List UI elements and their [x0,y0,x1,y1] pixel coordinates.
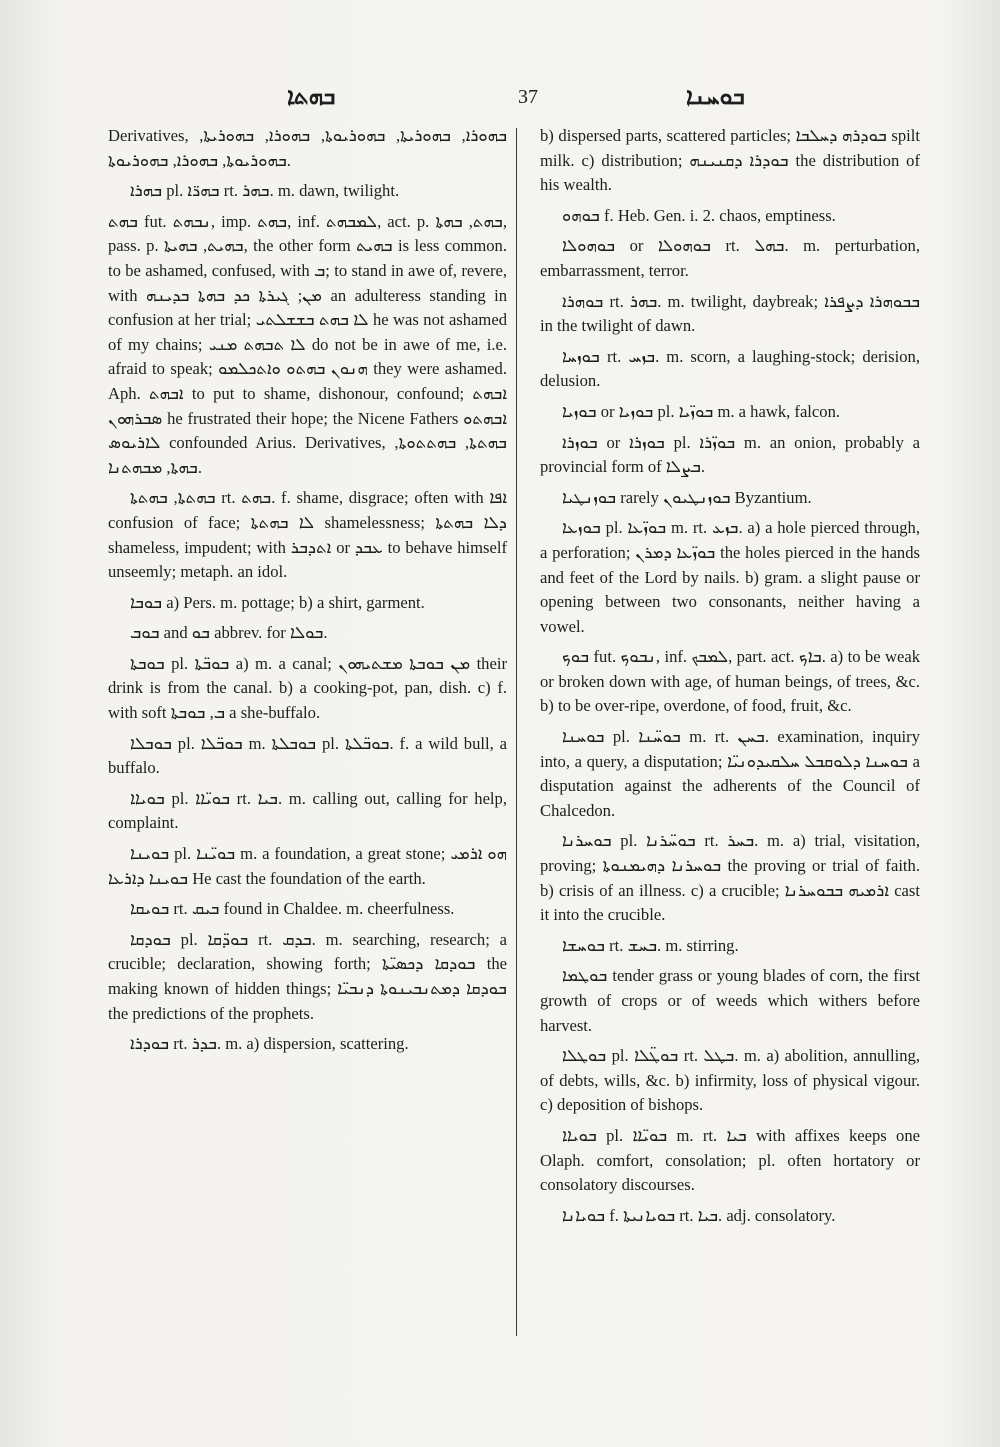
entry: ܒܘܗܪܐ rt. ܒܗܪ. m. twilight, daybreak; ܒܒܘܗܪܐ ܕܨܦܪܐ in the twilight of dawn. [540,291,920,336]
entry: ܒܘܛܡܐ tender grass or young blades of corn, the first growth of crops or of weeds which withers before harvest. [540,966,920,1035]
entry: ܒܘܛܠܐ pl. ܒܘܛ̈ܠܐ rt. ܒܛܠ. m. a) abolition, annulling, of debts, wills, &c. b) infirmity, loss of physical vigour. c) deposition of bishops. [540,1046,920,1115]
entry: ܒܘܗܘܠܐ or ܒܘܗܘܠܐ rt. ܒܗܠ. m. perturbation, embarrassment, terror. [540,236,920,280]
entry: ܒܘܝܢܐ pl. ܒܘܝ̈ܢܐ m. a foundation, a great stone; ܗܘ ܐܪܡܝ ܒܘܝܢܐ ܕܐܪܥܐ He cast the foundation of the earth. [108,844,508,888]
entry: ܒܘܚܪܢܐ pl. ܒܘܚ̈ܪܢܐ rt. ܒܚܪ. m. a) trial, visitation, proving; ܒܘܚܪܢܐ ܕܗܝܡܢܘܬܐ the proving or trial of faith. b) crisis of an illness. c) a crucible; ܐܪܡܝܗ ܒܒܘܚܪܢܐ cast it into the crucible. [540,831,920,925]
entry: ܒܘܝܐܐ pl. ܒܘܝ̈ܐܐ rt. ܒܝܐ. m. calling out, calling for help, complaint. [108,788,507,833]
column-divider [516,128,517,1336]
entry: ܒܘܒܐ a) Pers. m. pottage; b) a shirt, garment. [130,592,425,612]
entry: ܒܘܚܢܐ pl. ܒܘܚ̈ܢܐ m. rt. ܒܚܢ. examination, inquiry into, a query, a disputation; ܒܘܚܢܐ ܕܠܘܩܒܠ ܚܠܩܝܕܘܢܝ̈ܐ a disputation against the adherents of the Council of Chalcedon. [540,727,920,820]
entry: ܒܘܕܩܐ pl. ܒܘܕ̈ܩܐ rt. ܒܕܩ. m. searching, research; a crucible; declaration, showing forth; ܒܘܕܩܐ ܕܟܣܝ̈ܬܐ the making known of hidden things; ܒܘܕܩܐ ܕܡܬܢܒܝܢܘܬܐ ܕܢܒܝ̈ܐ the predictions of the prophets. [108,929,507,1023]
entry: ܒܘܝܐܢܐ f. ܒܘܝܐܢܝܬܐ rt. ܒܝܐ. adj. consolatory. [562,1205,836,1225]
entry: ܒܘܒ and ܒܘ abbrev. for ܒܘܠܐ. [130,623,328,643]
entry: ܒܘܚܫܐ rt. ܒܚܫ. m. stirring. [562,935,739,955]
entry: ܒܘܙܝܐ or ܒܘܙܝܐ pl. ܒܘܙ̈ܝܐ m. a hawk, falcon. [562,401,841,421]
entry: ܒܘܗܘ f. Heb. Gen. i. 2. chaos, emptiness. [562,205,836,225]
entry: Derivatives, ܒܗܘܪܐ, ܒܗܘܪܝܬܐ, ܒܗܘܪܝܘܬܐ, ܒܗܘܪܐ, ܒܗܘܪܝܬܐ, ܒܗܘܪܝܘܬܐ, ܒܗܘܪܐ, ܒܗܘܪܝܘܬܐ. [108,126,507,170]
page-header [0,84,1000,114]
entry: ܒܘܙܚܐ rt. ܒܙܚ. m. scorn, a laughing-stock; derision, delusion. [540,346,920,391]
left-column [108,124,507,1063]
entry: ܒܘܕܪܐ rt. ܒܕܪ. m. a) dispersion, scattering. [130,1034,409,1054]
entry: ܒܘܝܩܐ rt. ܒܝܩ found in Chaldee. m. cheerfulness. [130,899,455,919]
entry: ܒܘܒܬܐ pl. ܒܘܒ̈ܬܐ a) m. a canal; ܡܢ ܒܘܒܬܐ ܡܫܬܝܗܘܢ their drink is from the canal. b) a cooking-pot, pan, dish. c) f. with soft ܒ, ܒܘܒܬܐ a she-buffalo. [108,653,507,723]
entry: ܒܘܟ fut. ܢܒܘܟ, inf. ܠܡܒܟ, part. act. ܒܐܟ. a) to be weak or broken down with age, of human beings, of trees, &c. b) to be over-ripe, overdone, of food, fruit, &c. [540,647,921,716]
entry: b) dispersed parts, scattered particles; ܒܘܕܪܗ ܕܚܠܒܐ spilt milk. c) distribution; ܒܘܕܪܐ ܕܩܢܝܢܗ the distribution of his wealth. [540,126,921,195]
entry: ܒܗܬܬܐ, ܒܗܬܬܐ rt. ܒܗܬ. f. shame, disgrace; often with ܐܦܐ confusion of face; ܠܐ ܒܗܬܬܐ shamelessness; ܕܠܐ ܒܗܬܬܐ shameless, impudent; with ܐܬܕܒܪ or ܥܒܕ to behave himself unseemly; metaph. an idol. [108,488,507,582]
right-column [540,124,920,1234]
entry: ܒܘܙܥܐ pl. ܒܘܙ̈ܥܐ m. rt. ܒܙܥ. a) a hole pierced through, a perforation; ܒܘܙ̈ܥܐ ܕܡܪܢ the holes pierced in the hands and feet of the Lord by nails. b) gram. a slight pause or opening between two consonants, neither having a vowel. [540,518,920,636]
entry: ܒܘܙܪܐ or ܒܘܙܪܐ pl. ܒܘܙ̈ܪܐ m. an onion, probably a provincial form of ܒܨܠܐ. [540,432,920,477]
page-number: 37 [518,86,538,108]
entry: ܒܘܒܠܐ pl. ܒܘܒ̈ܠܐ m. ܒܘܒܠܬܐ pl. ܒܘܒ̈ܠܬܐ. f. a wild bull, a buffalo. [108,733,508,778]
entry: ܒܘܙܢܛܝܐ rarely ܒܘܙܢܛܝܘܢ Byzantium. [562,487,812,507]
left-running-head: ܒܗܬܐ [287,84,336,109]
entry: ܒܘܝܐܐ pl. ܒܘܝ̈ܐܐ m. rt. ܒܝܐ with affixes keeps one Olaph. comfort, consolation; pl. often hortatory or consolatory discourses. [540,1125,920,1195]
entry: ܒܗܬ fut. ܢܒܗܬ, imp. ܒܗܬ, inf. ܠܡܒܗܬ, act. p. ܒܗܬ, ܒܗܬܐ, pass. p. ܒܗܝܬ, ܒܗܝܬܐ, the other form ܒܗܝܬ is less common. to be ashamed, confused, with ܒ; to stand in awe of, revere, with ܡܢ; ܓܝܪܬܐ ܟܕ ܒܗܬܐ ܒܕܝܢܗ an adulteress standing in confusion at her trial; ܠܐ ܒܗܬ ܒܫܫܠܬܝ he was not ashamed of my chains; ܠܐ ܬܒܗܬ ܡܢܝ do not be in awe of me, i.e. afraid to speak; ܗܢܘܢ ܒܗܬܘ ܘܐܬܟܠܡܘ they were ashamed. Aph. ܐܒܗܬ to put to shame, dishonour, confound; ܐܒܗܬ ܣܒܪܗܘܢ he frustrated their hope; the Nicene Fathers ܐܒܗܬܘ ܠܐܪܝܘܣ confounded Arius. Derivatives, ܒܗܬܬܐ, ܒܗܬܬܘܬܐ, ܒܗܬܐ, ܡܒܗܬܢܐ. [108,211,508,477]
entry: ܒܗܪܐ pl. ܒܗܪ̈ܐ rt. ܒܗܪ. m. dawn, twilight. [130,181,400,201]
right-running-head: ܒܘܚܢܐ [686,84,745,109]
